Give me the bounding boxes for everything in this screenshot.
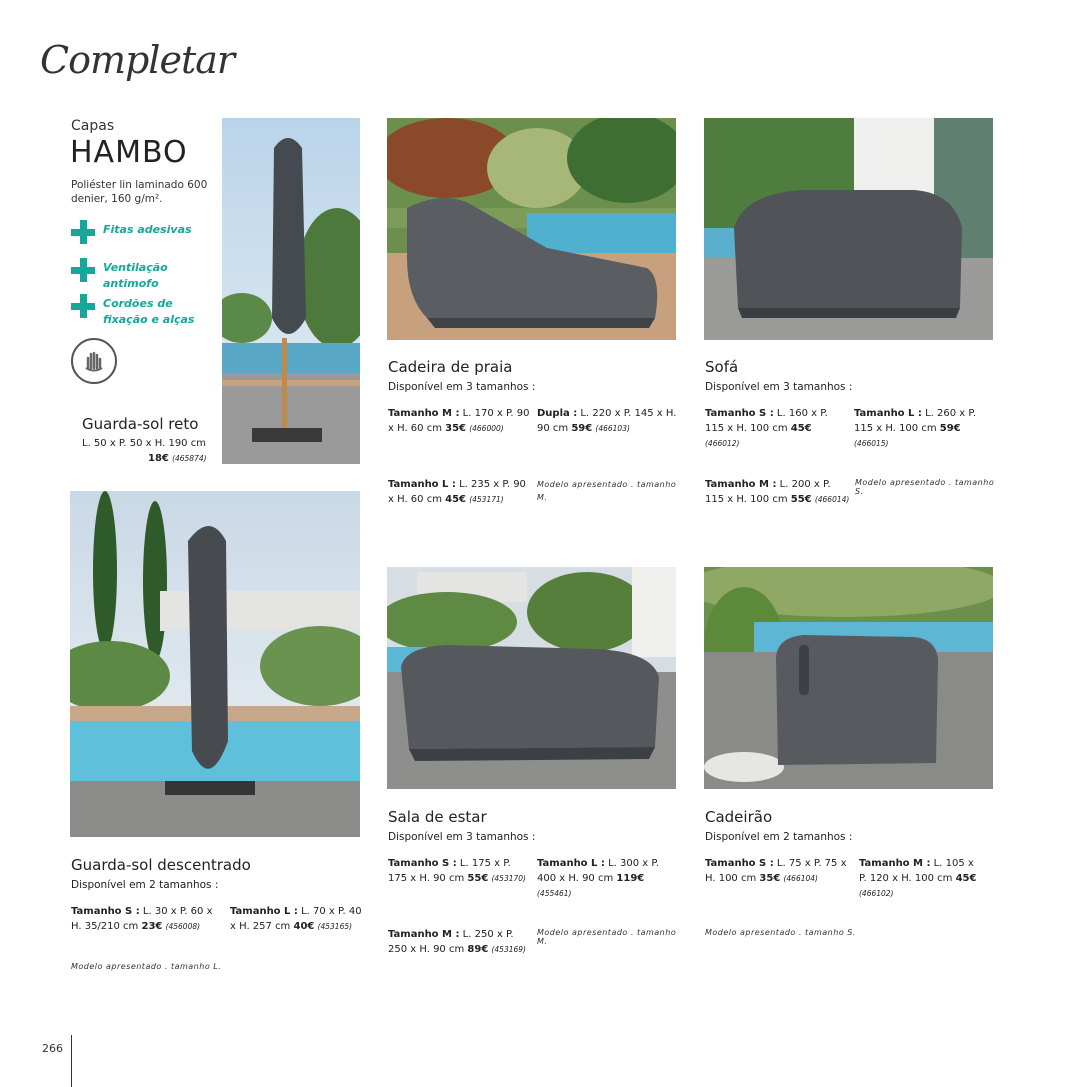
size-label: Tamanho L : bbox=[854, 408, 922, 419]
photo-armchair-cover bbox=[704, 567, 993, 789]
size-dimensions: L. 220 x P. 145 x H. 90 cm bbox=[537, 408, 677, 434]
price: 55€ bbox=[467, 873, 489, 884]
product-dimensions: L. 50 x P. 50 x H. 190 cm bbox=[82, 438, 206, 449]
model-note: Modelo apresentado . tamanho M. bbox=[537, 480, 677, 502]
plus-icon bbox=[71, 220, 95, 244]
size-dimensions: L. 75 x P. 75 x H. 100 cm bbox=[705, 858, 847, 884]
product-code: (466015) bbox=[854, 439, 889, 448]
availability-text: Disponível em 3 tamanhos : bbox=[705, 381, 853, 393]
price: 45€ bbox=[445, 494, 467, 505]
size-dimensions: L. 70 x P. 40 x H. 257 cm bbox=[230, 906, 362, 932]
size-dimensions: L. 160 x P. 115 x H. 100 cm bbox=[705, 408, 828, 434]
model-note: Modelo apresentado . tamanho L. bbox=[71, 962, 222, 971]
photo-straight-parasol bbox=[222, 118, 360, 464]
availability-text: Disponível em 2 tamanhos : bbox=[71, 879, 219, 891]
size-dimensions: L. 175 x P. 175 x H. 90 cm bbox=[388, 858, 511, 884]
product-code: (466012) bbox=[705, 439, 740, 448]
size-spec bbox=[705, 856, 855, 886]
price: 55€ bbox=[790, 494, 812, 505]
product-code: (453171) bbox=[469, 495, 504, 504]
size-dimensions: L. 260 x P. 115 x H. 100 cm bbox=[854, 408, 977, 434]
size-label: Tamanho S : bbox=[388, 858, 457, 869]
photo-lounge-set-cover bbox=[387, 567, 676, 789]
feature-item bbox=[71, 296, 221, 328]
product-code: (453170) bbox=[491, 874, 526, 883]
size-dimensions: L. 235 x P. 90 x H. 60 cm bbox=[388, 479, 526, 505]
price: 18€ bbox=[148, 453, 169, 464]
model-note: Modelo apresentado . tamanho M. bbox=[537, 928, 677, 946]
model-note: Modelo apresentado . tamanho S. bbox=[855, 478, 995, 496]
feature-item bbox=[71, 222, 221, 244]
price: 59€ bbox=[939, 423, 961, 434]
size-dimensions: L. 30 x P. 60 x H. 35/210 cm bbox=[71, 906, 213, 932]
product-title: Sala de estar bbox=[388, 808, 487, 826]
size-spec bbox=[388, 856, 530, 886]
size-spec bbox=[537, 856, 662, 901]
size-spec bbox=[854, 406, 984, 451]
brand-line1: Capas bbox=[71, 118, 115, 134]
feature-label: Fitas adesivas bbox=[103, 223, 192, 236]
price: 59€ bbox=[571, 423, 593, 434]
feature-item bbox=[71, 260, 221, 292]
size-spec bbox=[388, 477, 533, 507]
feature-label: Cordões de fixação e alças bbox=[103, 297, 195, 326]
photo-sofa-cover bbox=[704, 118, 993, 340]
price: 23€ bbox=[141, 921, 163, 932]
price: 35€ bbox=[759, 873, 781, 884]
size-label: Dupla : bbox=[537, 408, 578, 419]
size-label: Tamanho L : bbox=[230, 906, 298, 917]
size-label: Tamanho L : bbox=[537, 858, 605, 869]
size-label: Tamanho L : bbox=[388, 479, 456, 490]
feature-label: Ventilação antimofo bbox=[103, 261, 168, 290]
size-label: Tamanho S : bbox=[71, 906, 140, 917]
brand-name: HAMBO bbox=[70, 135, 188, 170]
size-label: Tamanho M : bbox=[388, 929, 460, 940]
size-spec bbox=[388, 927, 530, 957]
size-label: Tamanho S : bbox=[705, 408, 774, 419]
plus-icon bbox=[71, 258, 95, 282]
price: 119€ bbox=[616, 873, 645, 884]
product-code: (453165) bbox=[317, 922, 353, 931]
product-title: Guarda-sol reto bbox=[82, 415, 199, 433]
product-code: (466014) bbox=[814, 495, 850, 504]
product-code: (466000) bbox=[469, 424, 504, 433]
size-spec bbox=[537, 406, 677, 436]
availability-text: Disponível em 2 tamanhos : bbox=[705, 831, 853, 843]
product-code: (466104) bbox=[783, 874, 818, 883]
size-label: Tamanho S : bbox=[705, 858, 774, 869]
size-spec bbox=[71, 904, 221, 934]
size-spec bbox=[230, 904, 370, 934]
price: 45€ bbox=[955, 873, 977, 884]
plus-icon bbox=[71, 294, 95, 318]
size-dimensions: L. 200 x P. 115 x H. 100 cm bbox=[705, 479, 831, 505]
size-spec bbox=[705, 477, 850, 507]
size-spec bbox=[388, 406, 530, 436]
certification-seal-icon bbox=[71, 338, 117, 384]
size-label: Tamanho M : bbox=[388, 408, 460, 419]
product-title: Cadeira de praia bbox=[388, 358, 513, 376]
size-label: Tamanho M : bbox=[859, 858, 931, 869]
size-spec bbox=[859, 856, 979, 901]
product-code: (455461) bbox=[537, 889, 572, 898]
section-title: Completar bbox=[40, 38, 235, 82]
product-code: (465874) bbox=[172, 454, 207, 463]
price: 40€ bbox=[293, 921, 315, 932]
page-number: 266 bbox=[42, 1042, 63, 1055]
product-code: (453169) bbox=[491, 945, 526, 954]
product-title: Sofá bbox=[705, 358, 739, 376]
product-price-line bbox=[148, 451, 207, 466]
size-dimensions: L. 300 x P. 400 x H. 90 cm bbox=[537, 858, 660, 884]
price: 89€ bbox=[467, 944, 489, 955]
product-code: (466103) bbox=[595, 424, 630, 433]
product-title: Cadeirão bbox=[705, 808, 773, 826]
size-spec bbox=[705, 406, 845, 451]
product-title: Guarda-sol descentrado bbox=[71, 856, 251, 874]
photo-lounger-cover bbox=[387, 118, 676, 340]
size-label: Tamanho M : bbox=[705, 479, 777, 490]
material-description: Poliéster lin laminado 600 denier, 160 g/m². bbox=[71, 179, 208, 205]
page-divider bbox=[71, 1035, 72, 1087]
size-dimensions: L. 105 x P. 120 x H. 100 cm bbox=[859, 858, 974, 884]
product-code: (456008) bbox=[165, 922, 201, 931]
hand-icon bbox=[79, 346, 109, 376]
size-dimensions: L. 250 x P. 250 x H. 90 cm bbox=[388, 929, 514, 955]
price: 35€ bbox=[445, 423, 467, 434]
size-dimensions: L. 170 x P. 90 x H. 60 cm bbox=[388, 408, 530, 434]
availability-text: Disponível em 3 tamanhos : bbox=[388, 381, 536, 393]
photo-cantilever-parasol bbox=[70, 491, 360, 837]
product-code: (466102) bbox=[859, 889, 894, 898]
model-note: Modelo apresentado . tamanho S. bbox=[705, 928, 856, 937]
price: 45€ bbox=[790, 423, 812, 434]
availability-text: Disponível em 3 tamanhos : bbox=[388, 831, 536, 843]
